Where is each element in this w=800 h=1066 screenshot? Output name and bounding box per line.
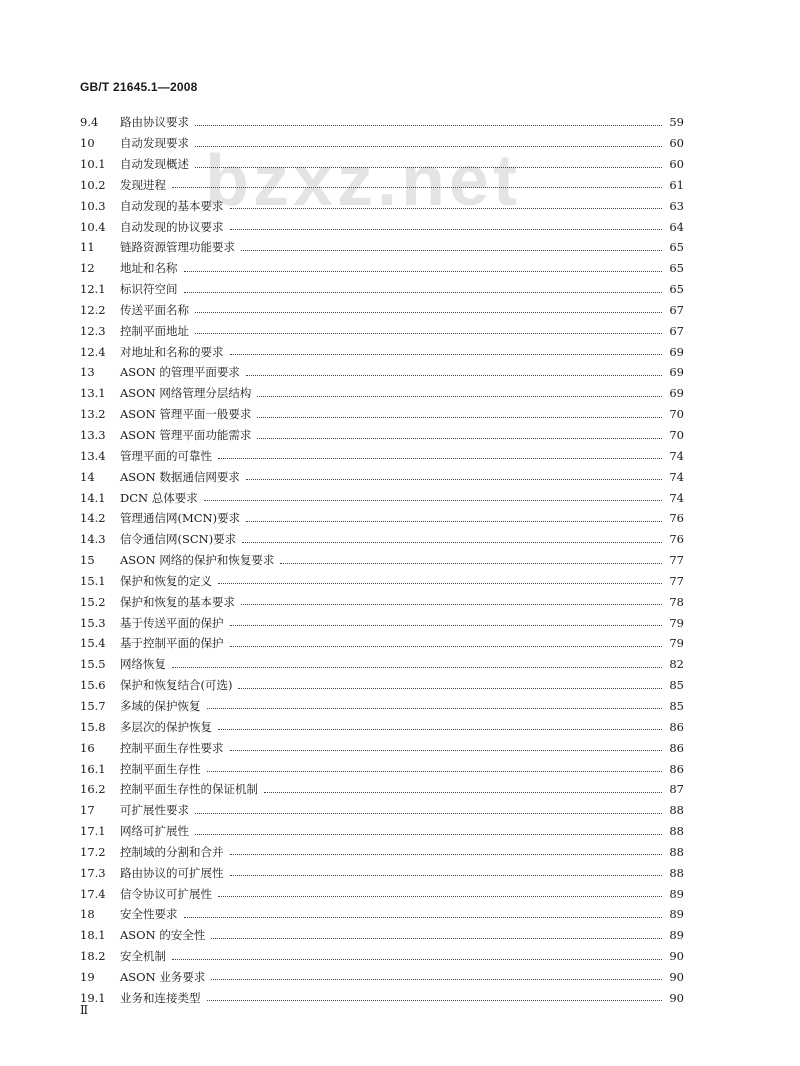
toc-section-title: ASON 的安全性 [120,928,206,943]
toc-page-number: 88 [669,824,684,839]
toc-section-title: 自动发现的协议要求 [120,219,224,234]
toc-page-number: 76 [669,532,684,547]
page-number: Ⅱ [80,1003,89,1017]
toc-page-number: 89 [669,886,684,901]
toc-dot-leader [211,979,662,980]
toc-entry[interactable] [80,191,684,212]
toc-section-title: 业务和连接类型 [120,990,201,1005]
toc-section-title: 可扩展性要求 [120,803,189,818]
toc-section-number: 17.3 [80,865,106,880]
toc-section-title: 路由协议要求 [120,115,189,130]
toc-page-number: 89 [669,907,684,922]
toc-section-number: 10 [80,136,95,151]
toc-section-title: ASON 的管理平面要求 [120,365,240,380]
toc-section-number: 18 [80,907,95,922]
toc-section-number: 15.1 [80,573,106,588]
toc-section-title: 基于传送平面的保护 [120,615,224,630]
toc-entry[interactable] [80,442,684,463]
toc-dot-leader [172,187,662,188]
toc-entry[interactable] [80,296,684,317]
toc-page-number: 82 [669,657,684,672]
toc-dot-leader [230,875,663,876]
toc-dot-leader [257,396,662,397]
toc-entry[interactable] [80,525,684,546]
toc-section-number: 9.4 [80,115,99,130]
toc-dot-leader [218,583,662,584]
toc-section-number: 15.2 [80,594,106,609]
toc-dot-leader [195,312,662,313]
toc-entry[interactable] [80,650,684,671]
toc-dot-leader [238,688,662,689]
toc-dot-leader [230,354,663,355]
toc-page-number: 86 [669,740,684,755]
toc-dot-leader [241,250,662,251]
toc-section-number: 15.5 [80,657,106,672]
toc-section-number: 14.2 [80,511,106,526]
toc-section-number: 10.3 [80,198,106,213]
toc-section-number: 16 [80,740,95,755]
toc-page-number: 87 [669,782,684,797]
toc-section-title: 自动发现概述 [120,157,189,172]
toc-section-title: 控制平面地址 [120,323,189,338]
toc-page-number: 67 [669,302,684,317]
toc-entry[interactable] [80,858,684,879]
toc-section-number: 12 [80,261,95,276]
toc-page-number: 70 [669,428,684,442]
toc-entry[interactable] [80,337,684,358]
toc-section-title: 安全性要求 [120,907,178,922]
toc-entry[interactable] [80,838,684,859]
toc-section-title: 管理通信网(MCN)要求 [120,511,241,526]
toc-page-number: 67 [669,323,684,338]
toc-entry[interactable] [80,316,684,337]
toc-section-title: 网络恢复 [120,657,166,672]
toc-dot-leader [195,146,662,147]
toc-entry[interactable] [80,900,684,921]
toc-dot-leader [207,1000,663,1001]
toc-page-number: 85 [669,678,684,693]
toc-dot-leader [230,750,663,751]
toc-entry[interactable] [80,817,684,838]
toc-page-number: 77 [669,553,684,568]
toc-dot-leader [257,438,662,439]
toc-section-title: 自动发现的基本要求 [120,198,224,213]
toc-entry[interactable] [80,275,684,296]
toc-page-number: 69 [669,344,684,359]
toc-section-number: 12.2 [80,302,106,317]
toc-entry[interactable] [80,879,684,900]
toc-page-number: 64 [669,219,684,234]
toc-page-number: 59 [669,115,684,130]
toc-section-title: 对地址和名称的要求 [120,344,224,359]
toc-dot-leader [280,563,662,564]
toc-dot-leader [246,375,662,376]
toc-section-title: 信令协议可扩展性 [120,886,212,901]
toc-entry[interactable] [80,254,684,275]
toc-section-number: 15.3 [80,615,106,630]
toc-section-title: ASON 业务要求 [120,969,206,984]
toc-section-title: 基于控制平面的保护 [120,636,224,651]
toc-entry[interactable] [80,942,684,963]
toc-page-number: 60 [669,157,684,172]
toc-entry[interactable] [80,504,684,525]
toc-dot-leader [204,500,662,501]
toc-section-number: 15.6 [80,678,106,693]
toc-section-number: 14.3 [80,532,106,547]
toc-page-number: 90 [669,969,684,984]
toc-entry[interactable] [80,963,684,984]
toc-section-title: 安全机制 [120,949,166,964]
toc-section-number: 13.4 [80,448,106,463]
toc-dot-leader [230,208,663,209]
toc-dot-leader [241,604,662,605]
toc-entry[interactable] [80,692,684,713]
toc-dot-leader [218,458,662,459]
toc-section-number: 12.1 [80,282,106,297]
toc-entry[interactable] [80,483,684,504]
toc-section-number: 14 [80,469,95,484]
toc-dot-leader [230,625,663,626]
toc-page-number: 74 [669,490,684,505]
toc-section-number: 18.1 [80,928,106,943]
toc-entry[interactable] [80,462,684,483]
toc-entry[interactable] [80,754,684,775]
toc-entry[interactable] [80,712,684,733]
toc-section-number: 17.4 [80,886,106,901]
toc-dot-leader [257,417,662,418]
toc-section-title: 多层次的保护恢复 [120,719,212,734]
watermark: bzxz.net [205,141,522,221]
toc-section-number: 12.4 [80,344,106,359]
toc-entry[interactable] [80,733,684,754]
toc-dot-leader [172,959,662,960]
toc-page-number: 90 [669,949,684,964]
toc-section-number: 17.1 [80,824,106,839]
toc-dot-leader [207,708,663,709]
toc-entry[interactable] [80,400,684,421]
toc-entry[interactable] [80,608,684,629]
toc-page-number: 63 [669,198,684,213]
toc-dot-leader [195,834,662,835]
toc-section-number: 13.2 [80,407,106,422]
toc-page-number: 88 [669,865,684,880]
toc-section-number: 19.1 [80,990,106,1005]
toc-entry[interactable] [80,171,684,192]
toc-entry[interactable] [80,421,684,442]
toc-section-number: 15.7 [80,698,106,713]
toc-page-number: 77 [669,573,684,588]
toc-page-number: 74 [669,469,684,484]
toc-section-number: 12.3 [80,323,106,338]
toc-page-number: 89 [669,928,684,943]
toc-entry[interactable] [80,233,684,254]
toc-section-title: 传送平面名称 [120,302,189,317]
toc-section-number: 16.2 [80,782,106,797]
toc-dot-leader [264,792,662,793]
toc-section-title: 多域的保护恢复 [120,698,201,713]
toc-section-title: ASON 网络的保护和恢复要求 [120,553,275,568]
toc-dot-leader [230,646,663,647]
toc-entry[interactable] [80,129,684,150]
toc-section-number: 15.8 [80,719,106,734]
toc-section-number: 13 [80,365,95,380]
toc-section-title: DCN 总体要求 [120,490,198,505]
toc-dot-leader [218,896,662,897]
standard-code-header: GB/T 21645.1—2008 [80,80,198,94]
toc-dot-leader [184,292,663,293]
toc-entry[interactable] [80,629,684,650]
toc-dot-leader [230,854,663,855]
toc-page-number: 86 [669,719,684,734]
toc-page-number: 78 [669,594,684,609]
toc-page-number: 74 [669,448,684,463]
toc-section-title: 网络可扩展性 [120,824,189,839]
toc-page-number: 90 [669,990,684,1005]
toc-section-title: 控制域的分割和合并 [120,844,224,859]
toc-entry[interactable] [80,358,684,379]
toc-entry[interactable] [80,567,684,588]
toc-section-title: 标识符空间 [120,282,178,297]
toc-section-title: 保护和恢复的基本要求 [120,594,235,609]
toc-section-title: ASON 管理平面一般要求 [120,407,252,422]
toc-section-title: 管理平面的可靠性 [120,448,212,463]
toc-section-title: 地址和名称 [120,261,178,276]
toc-page-number: 76 [669,511,684,526]
toc-dot-leader [211,938,662,939]
toc-section-title: 链路资源管理功能要求 [120,240,235,255]
toc-page-number: 69 [669,386,684,401]
toc-dot-leader [242,542,662,543]
toc-section-number: 10.4 [80,219,106,234]
toc-entry[interactable] [80,775,684,796]
toc-page-number: 65 [669,240,684,255]
toc-section-number: 10.2 [80,177,106,192]
toc-dot-leader [195,813,662,814]
toc-section-number: 13.1 [80,386,106,401]
toc-page-number: 79 [669,615,684,630]
toc-entry[interactable] [80,983,684,1004]
toc-dot-leader [246,479,662,480]
toc-dot-leader [207,771,663,772]
toc-page-number: 85 [669,698,684,713]
toc-section-title: 控制平面生存性的保证机制 [120,782,258,797]
toc-section-title: 发现进程 [120,177,166,192]
toc-section-title: 保护和恢复的定义 [120,573,212,588]
toc-dot-leader [195,333,662,334]
toc-entry[interactable] [80,546,684,567]
toc-dot-leader [246,521,662,522]
toc-section-number: 15.4 [80,636,106,651]
toc-section-number: 13.3 [80,428,106,442]
toc-page-number: 65 [669,261,684,276]
toc-entry[interactable] [80,796,684,817]
toc-page-number: 86 [669,761,684,776]
toc-dot-leader [218,729,662,730]
toc-page-number: 70 [669,407,684,422]
toc-section-number: 19 [80,969,95,984]
toc-section-number: 10.1 [80,157,106,172]
table-of-contents [80,108,684,1004]
toc-section-number: 14.1 [80,490,106,505]
toc-page-number: 61 [669,177,684,192]
toc-entry[interactable] [80,212,684,233]
toc-entry[interactable] [80,671,684,692]
toc-page-number: 65 [669,282,684,297]
toc-section-number: 15 [80,553,95,568]
toc-section-title: 信令通信网(SCN)要求 [120,532,237,547]
toc-section-number: 11 [80,240,95,255]
toc-section-number: 17 [80,803,95,818]
toc-section-title: ASON 网络管理分层结构 [120,386,252,401]
toc-section-title: 控制平面生存性要求 [120,740,224,755]
toc-page-number: 60 [669,136,684,151]
toc-page-number: 69 [669,365,684,380]
toc-dot-leader [195,167,662,168]
toc-entry[interactable] [80,150,684,171]
toc-page-number: 88 [669,803,684,818]
toc-section-number: 16.1 [80,761,106,776]
toc-dot-leader [184,271,663,272]
toc-entry[interactable] [80,921,684,942]
toc-entry[interactable] [80,379,684,400]
toc-dot-leader [172,667,662,668]
toc-dot-leader [195,125,662,126]
toc-section-title: ASON 数据通信网要求 [120,469,240,484]
toc-section-number: 17.2 [80,844,106,859]
toc-section-number: 18.2 [80,949,106,964]
toc-dot-leader [184,917,663,918]
toc-entry[interactable] [80,108,684,129]
toc-dot-leader [230,229,663,230]
toc-section-title: 路由协议的可扩展性 [120,865,224,880]
toc-page-number: 88 [669,844,684,859]
toc-section-title: ASON 管理平面功能需求 [120,428,252,442]
toc-page-number: 79 [669,636,684,651]
toc-section-title: 控制平面生存性 [120,761,201,776]
toc-section-title: 自动发现要求 [120,136,189,151]
toc-section-title: 保护和恢复结合(可选) [120,678,233,693]
toc-entry[interactable] [80,587,684,608]
